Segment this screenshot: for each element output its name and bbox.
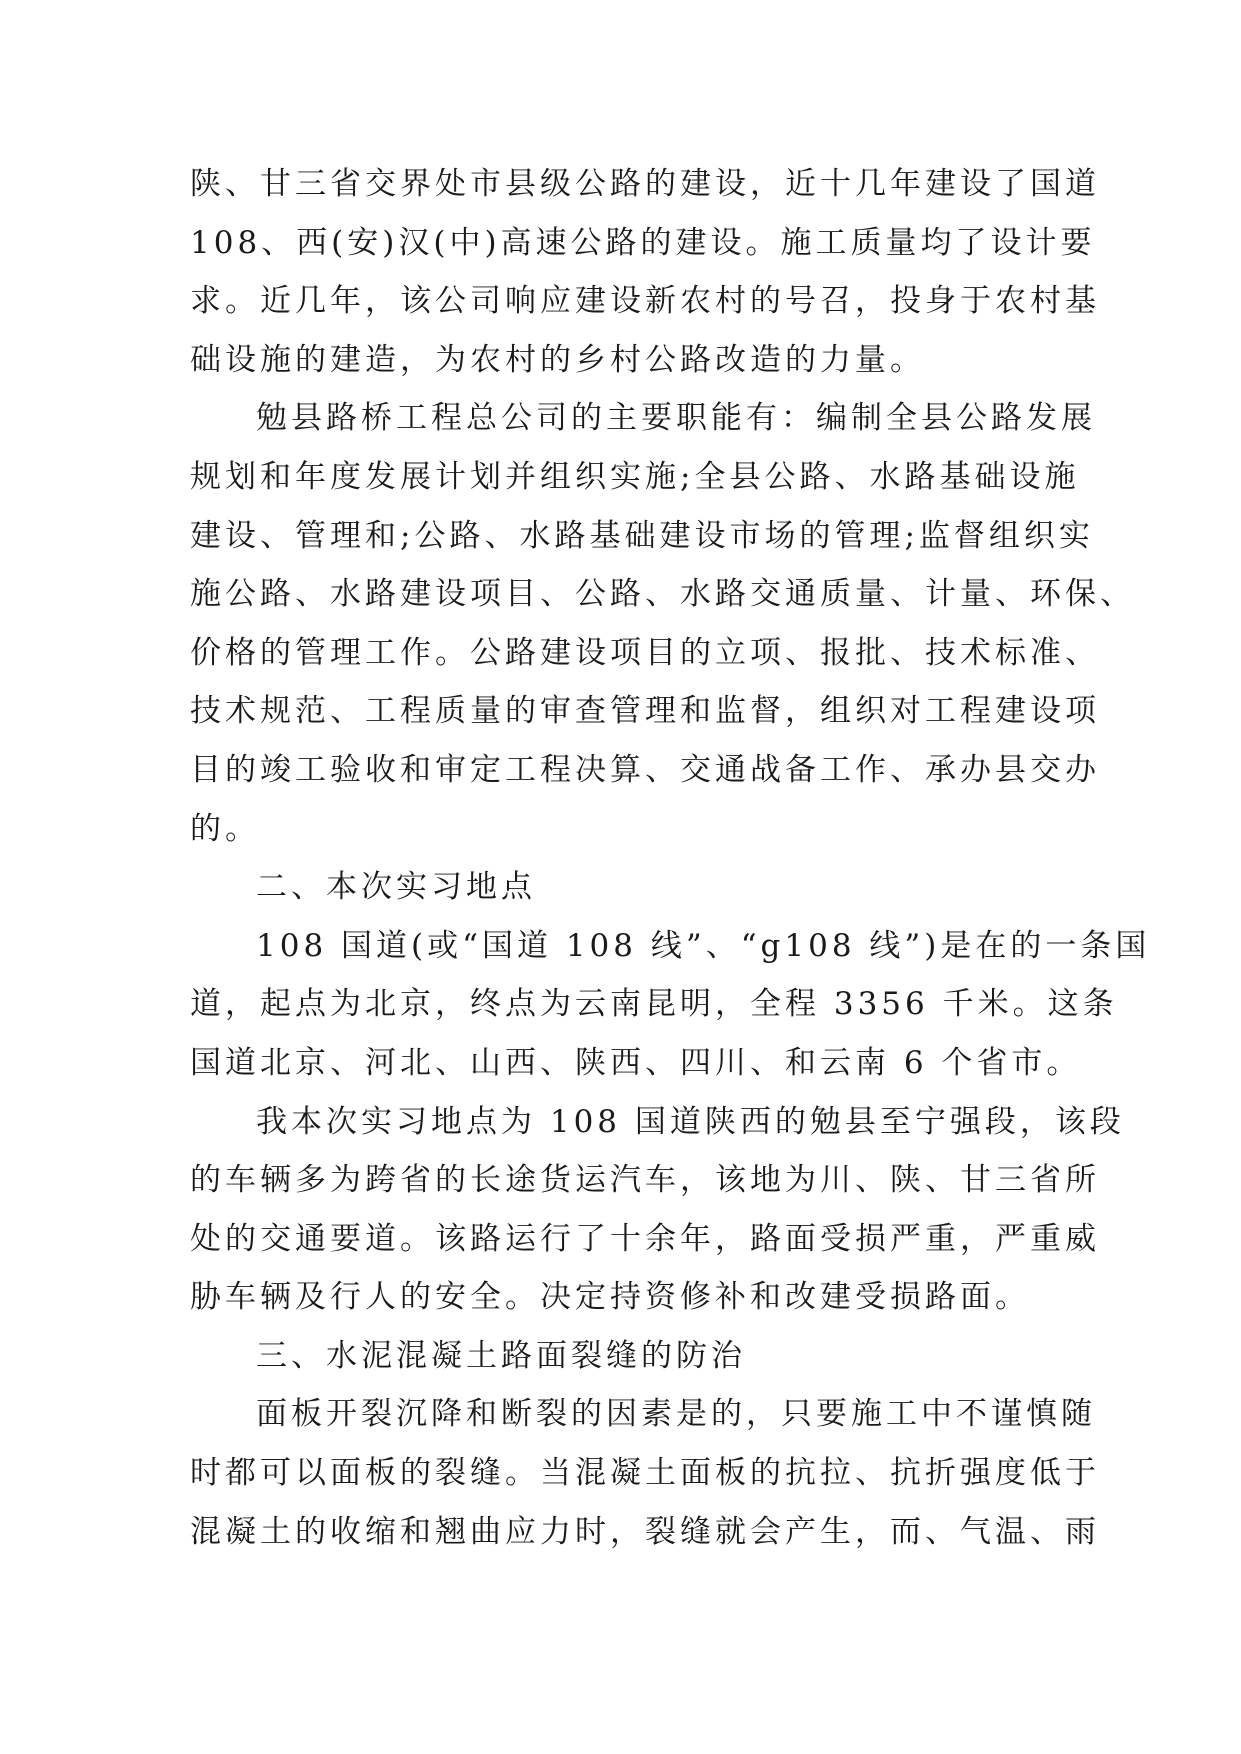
text-line: 求。近几年，该公司响应建设新农村的号召，投身于农村基 xyxy=(190,283,1100,320)
section-heading: 三、水泥混凝土路面裂缝的防治 xyxy=(256,1337,746,1374)
text-line: 时都可以面板的裂缝。当混凝土面板的抗拉、抗折强度低于 xyxy=(190,1455,1100,1492)
text-line: 胁车辆及行人的安全。决定持资修补和改建受损路面。 xyxy=(190,1279,1030,1316)
text-line: 我本次实习地点为 108 国道陕西的勉县至宁强段，该段 xyxy=(256,1103,1125,1140)
text-line: 础设施的建造，为农村的乡村公路改造的力量。 xyxy=(190,341,925,378)
text-line: 施公路、水路建设项目、公路、水路交通质量、计量、环保、 xyxy=(190,576,1135,613)
text-line: 108、西(安)汉(中)高速公路的建设。施工质量均了设计要 xyxy=(190,224,1096,261)
text-line: 的。 xyxy=(190,810,260,847)
text-line: 陕、甘三省交界处市县级公路的建设，近十几年建设了国道 xyxy=(190,166,1100,202)
text-line: 技术规范、工程质量的审查管理和监督，组织对工程建设项 xyxy=(190,693,1100,730)
text-line: 108 国道(或“国道 108 线”、“g108 线”)是在的一条国 xyxy=(256,927,1151,964)
text-line: 目的竣工验收和审定工程决算、交通战备工作、承办县交办 xyxy=(190,751,1100,788)
text-line: 国道北京、河北、山西、陕西、四川、和云南 6 个省市。 xyxy=(190,1044,1082,1081)
text-line: 混凝土的收缩和翘曲应力时，裂缝就会产生，而、气温、雨 xyxy=(190,1513,1100,1550)
section-heading: 二、本次实习地点 xyxy=(256,869,536,906)
text-line: 的车辆多为跨省的长途货运汽车，该地为川、陕、甘三省所 xyxy=(190,1162,1100,1199)
document-body xyxy=(190,155,1151,1561)
text-line: 建设、管理和;公路、水路基础建设市场的管理;监督组织实 xyxy=(190,517,1094,554)
text-line: 规划和年度发展计划并组织实施;全县公路、水路基础设施 xyxy=(190,458,1080,495)
text-line: 面板开裂沉降和断裂的因素是的，只要施工中不谨慎随 xyxy=(256,1396,1096,1433)
text-line: 处的交通要道。该路运行了十余年，路面受损严重，严重威 xyxy=(190,1220,1100,1257)
text-line: 勉县路桥工程总公司的主要职能有：编制全县公路发展 xyxy=(256,400,1096,437)
text-line: 道，起点为北京，终点为云南昆明，全程 3356 千米。这条 xyxy=(190,986,1118,1023)
text-line: 价格的管理工作。公路建设项目的立项、报批、技术标准、 xyxy=(190,634,1100,671)
